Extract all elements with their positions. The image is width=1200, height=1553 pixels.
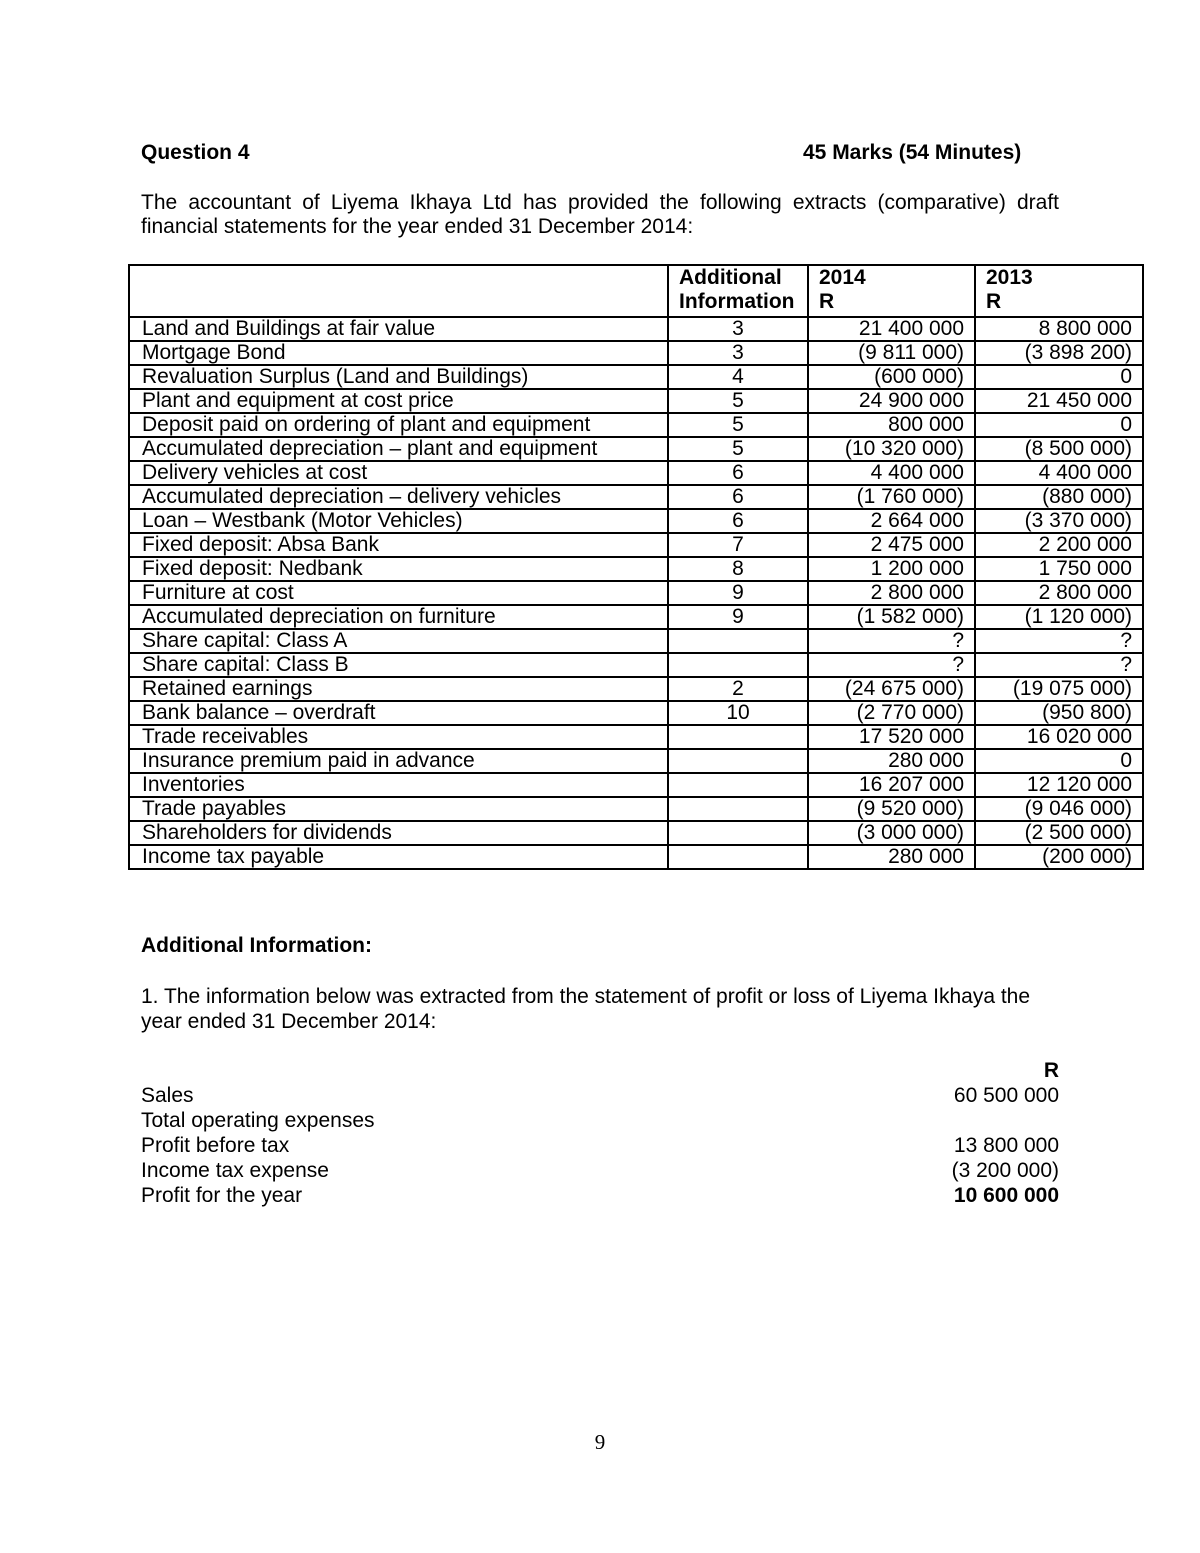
page-number: 9 — [594, 1430, 606, 1454]
row-value-2013: (8 500 000) — [975, 437, 1143, 461]
additional-note-1: 1. The information below was extracted from the statement of profit or loss of Liyema Ikhaya the year ended 31 December 2014: — [141, 985, 1031, 1033]
table-row — [129, 845, 1143, 869]
row-item: Income tax payable — [129, 845, 668, 869]
row-value-2014: ? — [808, 629, 975, 653]
row-value-2014: (2 770 000) — [808, 701, 975, 725]
table-row — [129, 557, 1143, 581]
row-value-2014: 2 664 000 — [808, 509, 975, 533]
row-value-2013: 2 800 000 — [975, 581, 1143, 605]
row-item: Inventories — [129, 773, 668, 797]
table-row — [129, 725, 1143, 749]
question-intro: The accountant of Liyema Ikhaya Ltd has provided the following extracts (comparative) draft financial statements for the year ended 31 December 2014: — [141, 191, 1059, 238]
row-additional-ref: 2 — [668, 677, 808, 701]
row-item: Land and Buildings at fair value — [129, 317, 668, 341]
header-2013-year: 2013 — [986, 266, 1033, 289]
row-additional-ref: 6 — [668, 461, 808, 485]
row-value-2013: (3 370 000) — [975, 509, 1143, 533]
row-item: Retained earnings — [129, 677, 668, 701]
table-row — [129, 485, 1143, 509]
row-value-2014: 2 475 000 — [808, 533, 975, 557]
row-item: Trade payables — [129, 797, 668, 821]
table-header-row — [129, 265, 1143, 317]
profit-loss-extract — [141, 1058, 1059, 1208]
row-value-2013: (9 046 000) — [975, 797, 1143, 821]
row-value-2014: 1 200 000 — [808, 557, 975, 581]
row-value-2014: (10 320 000) — [808, 437, 975, 461]
table-row — [129, 653, 1143, 677]
question-marks: 45 Marks (54 Minutes) — [803, 141, 1022, 164]
row-value-2013: (1 120 000) — [975, 605, 1143, 629]
row-additional-ref: 9 — [668, 605, 808, 629]
row-item: Share capital: Class B — [129, 653, 668, 677]
row-value-2014: 24 900 000 — [808, 389, 975, 413]
row-additional-ref: 5 — [668, 389, 808, 413]
row-item: Trade receivables — [129, 725, 668, 749]
table-row — [129, 605, 1143, 629]
row-value-2013: (200 000) — [975, 845, 1143, 869]
row-value-2014: 280 000 — [808, 845, 975, 869]
table-row — [129, 629, 1143, 653]
row-value-2014: 16 207 000 — [808, 773, 975, 797]
row-value-2014: (1 760 000) — [808, 485, 975, 509]
row-additional-ref: 8 — [668, 557, 808, 581]
row-value-2013: ? — [975, 653, 1143, 677]
row-value-2013: 21 450 000 — [975, 389, 1143, 413]
profit-loss-label: Sales — [141, 1084, 194, 1107]
row-value-2014: (9 811 000) — [808, 341, 975, 365]
profit-loss-label: Profit for the year — [141, 1184, 303, 1207]
row-value-2014: (9 520 000) — [808, 797, 975, 821]
row-additional-ref: 3 — [668, 317, 808, 341]
row-item: Plant and equipment at cost price — [129, 389, 668, 413]
row-value-2013: 16 020 000 — [975, 725, 1143, 749]
row-item: Revaluation Surplus (Land and Buildings) — [129, 365, 668, 389]
row-additional-ref — [668, 749, 808, 773]
profit-loss-label: Profit before tax — [141, 1134, 290, 1157]
profit-loss-currency: R — [1043, 1059, 1059, 1082]
row-additional-ref: 6 — [668, 485, 808, 509]
row-value-2014: 17 520 000 — [808, 725, 975, 749]
header-additional-information — [668, 265, 808, 317]
table-row — [129, 341, 1143, 365]
header-additional-line2: Information — [679, 290, 795, 313]
row-additional-ref: 5 — [668, 413, 808, 437]
row-value-2014: 280 000 — [808, 749, 975, 773]
profit-loss-value: 13 800 000 — [953, 1134, 1059, 1157]
row-value-2014: 800 000 — [808, 413, 975, 437]
row-value-2013: 0 — [975, 413, 1143, 437]
row-additional-ref: 3 — [668, 341, 808, 365]
row-item: Shareholders for dividends — [129, 821, 668, 845]
header-additional-line1: Additional — [679, 266, 782, 289]
question-header — [141, 141, 1041, 169]
row-item: Loan – Westbank (Motor Vehicles) — [129, 509, 668, 533]
row-value-2014: 4 400 000 — [808, 461, 975, 485]
row-additional-ref — [668, 629, 808, 653]
header-2014 — [808, 265, 975, 317]
row-value-2013: 1 750 000 — [975, 557, 1143, 581]
row-additional-ref: 4 — [668, 365, 808, 389]
profit-loss-value: 10 600 000 — [953, 1184, 1059, 1207]
row-item: Accumulated depreciation – delivery vehicles — [129, 485, 668, 509]
row-additional-ref: 5 — [668, 437, 808, 461]
row-additional-ref — [668, 725, 808, 749]
row-item: Fixed deposit: Absa Bank — [129, 533, 668, 557]
row-item: Accumulated depreciation – plant and equipment — [129, 437, 668, 461]
table-row — [129, 677, 1143, 701]
profit-loss-label: Income tax expense — [141, 1159, 329, 1182]
profit-loss-currency-row — [141, 1058, 1059, 1083]
question-title: Question 4 — [141, 141, 250, 164]
table-body — [129, 317, 1143, 869]
row-value-2014: 21 400 000 — [808, 317, 975, 341]
row-value-2013: 0 — [975, 365, 1143, 389]
profit-loss-row — [141, 1158, 1059, 1183]
row-additional-ref: 6 — [668, 509, 808, 533]
profit-loss-row — [141, 1183, 1059, 1208]
table-row — [129, 773, 1143, 797]
profit-loss-rows — [141, 1083, 1059, 1208]
table-row — [129, 437, 1143, 461]
row-item: Mortgage Bond — [129, 341, 668, 365]
profit-loss-row — [141, 1083, 1059, 1108]
header-2013-currency: R — [986, 290, 1002, 313]
row-value-2014: 2 800 000 — [808, 581, 975, 605]
table-row — [129, 389, 1143, 413]
profit-loss-row — [141, 1133, 1059, 1158]
row-value-2014: (3 000 000) — [808, 821, 975, 845]
table-row — [129, 533, 1143, 557]
row-value-2013: (880 000) — [975, 485, 1143, 509]
row-value-2013: 4 400 000 — [975, 461, 1143, 485]
row-value-2013: ? — [975, 629, 1143, 653]
header-2014-year: 2014 — [819, 266, 866, 289]
row-value-2013: 8 800 000 — [975, 317, 1143, 341]
row-additional-ref — [668, 797, 808, 821]
header-item — [129, 265, 668, 317]
table-row — [129, 461, 1143, 485]
row-additional-ref — [668, 845, 808, 869]
row-additional-ref — [668, 821, 808, 845]
row-value-2014: (1 582 000) — [808, 605, 975, 629]
header-2013 — [975, 265, 1143, 317]
row-additional-ref: 9 — [668, 581, 808, 605]
table-row — [129, 821, 1143, 845]
row-value-2013: 0 — [975, 749, 1143, 773]
table-row — [129, 581, 1143, 605]
row-item: Fixed deposit: Nedbank — [129, 557, 668, 581]
table-row — [129, 413, 1143, 437]
row-additional-ref — [668, 653, 808, 677]
row-item: Accumulated depreciation on furniture — [129, 605, 668, 629]
profit-loss-value: 60 500 000 — [953, 1084, 1059, 1107]
row-additional-ref: 7 — [668, 533, 808, 557]
profit-loss-label: Total operating expenses — [141, 1109, 375, 1132]
profit-loss-value: (3 200 000) — [951, 1159, 1059, 1182]
header-2014-currency: R — [819, 290, 835, 313]
table-row — [129, 509, 1143, 533]
row-value-2014: (24 675 000) — [808, 677, 975, 701]
additional-information-heading: Additional Information: — [141, 934, 372, 957]
table-row — [129, 797, 1143, 821]
row-item: Bank balance – overdraft — [129, 701, 668, 725]
row-item: Delivery vehicles at cost — [129, 461, 668, 485]
row-item: Insurance premium paid in advance — [129, 749, 668, 773]
row-value-2014: ? — [808, 653, 975, 677]
table-row — [129, 365, 1143, 389]
table-row — [129, 749, 1143, 773]
profit-loss-row — [141, 1108, 1059, 1133]
row-item: Share capital: Class A — [129, 629, 668, 653]
row-value-2014: (600 000) — [808, 365, 975, 389]
row-value-2013: (950 800) — [975, 701, 1143, 725]
row-value-2013: (19 075 000) — [975, 677, 1143, 701]
row-item: Deposit paid on ordering of plant and equipment — [129, 413, 668, 437]
table-row — [129, 317, 1143, 341]
row-value-2013: 2 200 000 — [975, 533, 1143, 557]
row-value-2013: (2 500 000) — [975, 821, 1143, 845]
row-additional-ref: 10 — [668, 701, 808, 725]
row-item: Furniture at cost — [129, 581, 668, 605]
row-value-2013: 12 120 000 — [975, 773, 1143, 797]
row-additional-ref — [668, 773, 808, 797]
financial-statements-table — [128, 264, 1144, 870]
table-row — [129, 701, 1143, 725]
row-value-2013: (3 898 200) — [975, 341, 1143, 365]
